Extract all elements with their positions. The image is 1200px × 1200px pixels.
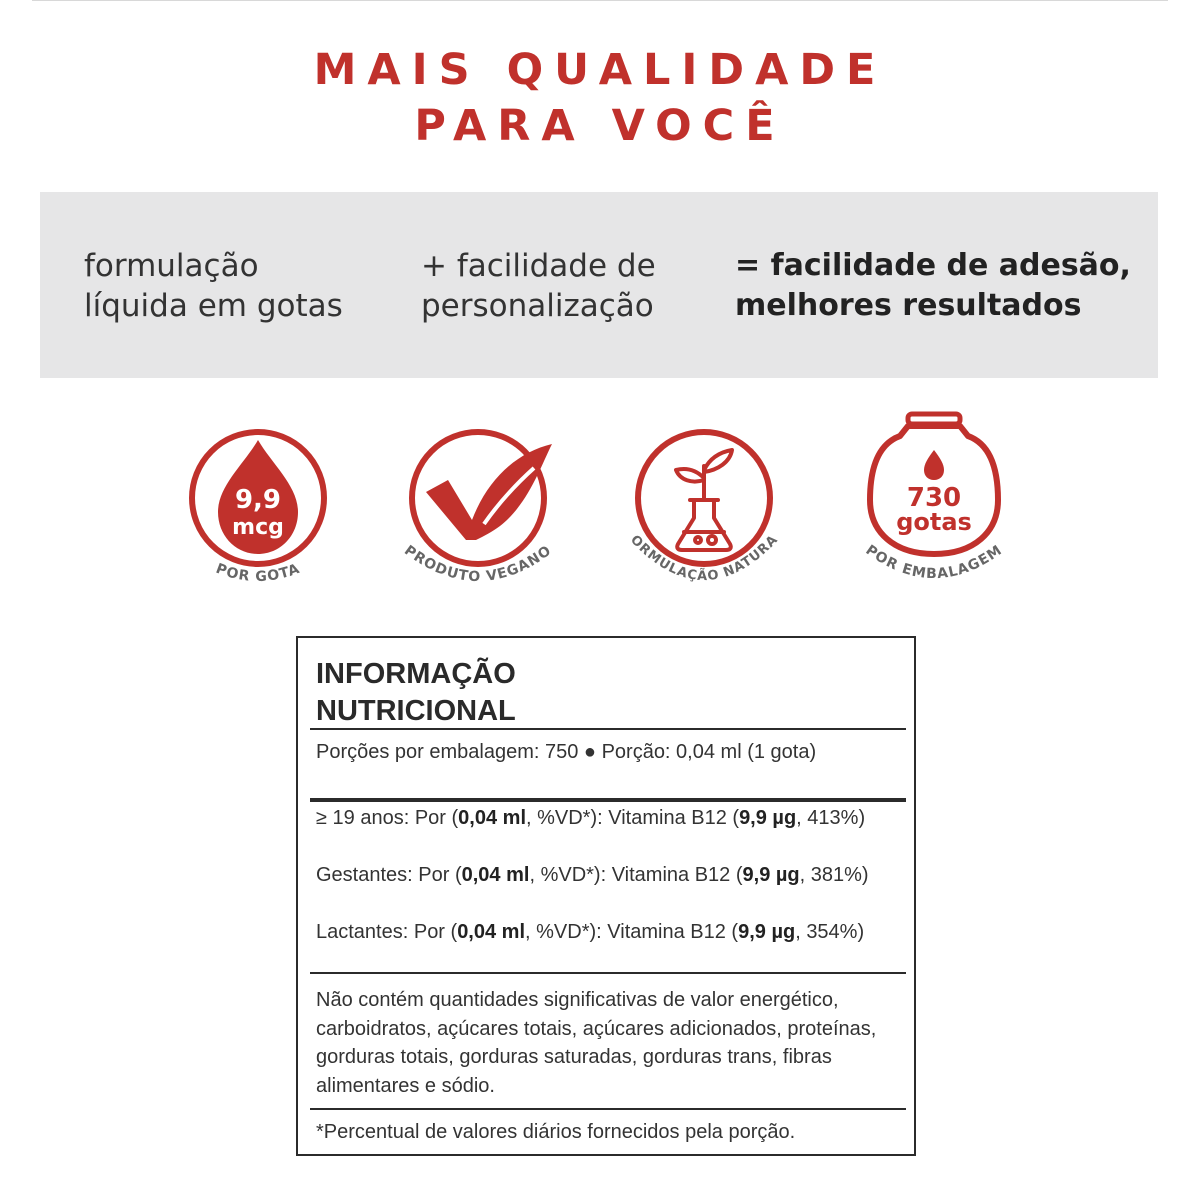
nutrient-row: Lactantes: Por (0,04 ml, %VD*): Vitamina B12 (9,9 µg, 354%) xyxy=(316,921,865,943)
leaf-check-icon xyxy=(426,444,552,540)
nutrient-row: ≥ 19 anos: Por (0,04 ml, %VD*): Vitamina B12 (9,9 µg, 413%) xyxy=(316,807,866,829)
divider-thin xyxy=(310,972,906,974)
row-portion: 0,04 ml xyxy=(457,921,526,943)
row-portion: 0,04 ml xyxy=(461,864,530,886)
badge-dose-value: 9,9 xyxy=(234,485,282,515)
badge-per-package-graphic xyxy=(844,408,1024,608)
badge-natural-caption-text: FORMULAÇÃO NATURAL xyxy=(609,397,782,585)
benefit-personalization-line-2: personalização xyxy=(421,288,654,324)
row-portion: 0,04 ml xyxy=(458,807,526,829)
badge-count-unit: gotas xyxy=(896,508,972,536)
row-nutrient: Vitamina B12 xyxy=(607,921,726,943)
row-nutrient: Vitamina B12 xyxy=(611,864,731,886)
row-group: Lactantes xyxy=(316,921,403,943)
nutrition-title-line-1: INFORMAÇÃO xyxy=(316,658,516,690)
nutrient-row: Gestantes: Por (0,04 ml, %VD*): Vitamina B12 (9,9 µg, 381%) xyxy=(316,864,869,886)
badge-vegan-caption-text: PRODUTO VEGANO xyxy=(401,542,555,586)
headline-line-1: MAIS QUALIDADE xyxy=(313,45,887,95)
badge-per-drop xyxy=(168,408,348,608)
divider-thin xyxy=(310,728,906,730)
badge-natural-graphic xyxy=(609,397,794,608)
divider-thin xyxy=(310,1108,906,1110)
benefit-results xyxy=(735,246,1131,326)
benefit-formulation-line-1: formulação xyxy=(84,248,259,284)
vd-footnote: *Percentual de valores diários fornecidos pela porção. xyxy=(316,1121,796,1143)
benefit-formulation-line-2: líquida em gotas xyxy=(84,288,343,324)
nutrition-facts-table xyxy=(296,636,916,1156)
row-group: Gestantes xyxy=(316,864,408,886)
nutrition-title-line-2: NUTRICIONAL xyxy=(316,695,516,727)
top-divider xyxy=(32,0,1168,1)
badge-natural-caption xyxy=(609,397,781,584)
badge-per-package-caption-text: POR EMBALAGEM xyxy=(862,542,1006,583)
flask-plant-icon xyxy=(676,450,732,550)
badge-per-drop-graphic xyxy=(168,408,348,608)
benefit-personalization-line-1: + facilidade de xyxy=(421,248,656,284)
row-vd: 381% xyxy=(810,864,862,886)
row-amount: 9,9 µg xyxy=(738,921,796,943)
serving-info: Porções por embalagem: 750 ● Porção: 0,04 ml (1 gota) xyxy=(316,741,817,763)
badge-count-value: 730 xyxy=(906,483,962,513)
feature-badges xyxy=(0,397,1200,608)
row-vd: 354% xyxy=(806,921,858,943)
badge-vegan xyxy=(388,408,568,608)
benefit-formulation xyxy=(84,246,343,326)
benefit-personalization xyxy=(421,246,656,326)
row-group: ≥ 19 anos xyxy=(316,807,404,829)
row-amount: 9,9 µg xyxy=(742,864,800,886)
row-amount: 9,9 µg xyxy=(739,807,797,829)
row-nutrient: Vitamina B12 xyxy=(608,807,727,829)
headline-line-2: PARA VOCÊ xyxy=(414,101,786,151)
badge-vegan-graphic xyxy=(388,408,568,608)
badge-dose-unit: mcg xyxy=(232,515,284,540)
benefit-results-line-2: melhores resultados xyxy=(735,288,1082,323)
row-vd: 413% xyxy=(807,807,859,829)
badge-natural xyxy=(609,397,794,608)
badge-per-drop-caption-text: POR GOTA xyxy=(213,560,303,586)
divider-thick xyxy=(310,798,906,802)
not-significant-note: Não contém quantidades significativas de valor energético, carboidratos, açúcares totais, açúcares adicionados, proteínas, gorduras totais, gorduras saturadas, gorduras trans, fibras alimentares e sódio. xyxy=(316,989,877,1097)
nutrition-title xyxy=(316,656,516,730)
benefit-results-line-1: = facilidade de adesão, xyxy=(735,248,1131,283)
badge-per-package xyxy=(844,408,1024,608)
benefits-panel xyxy=(40,192,1158,378)
headline xyxy=(0,42,1200,154)
